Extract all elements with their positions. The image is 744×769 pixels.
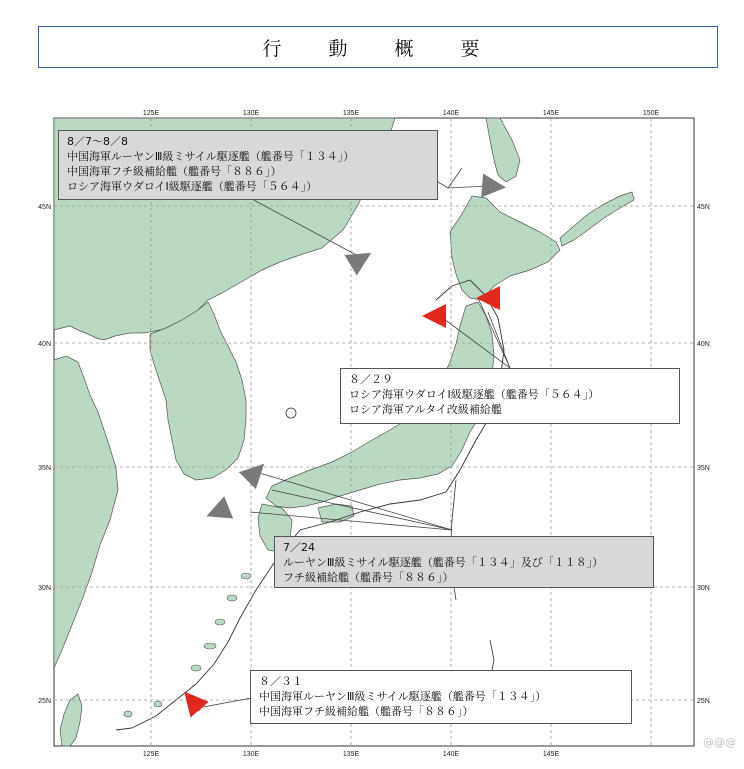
callout-date: ８／２９ xyxy=(349,373,393,386)
lon-tick-bottom: 135E xyxy=(342,751,360,758)
lon-tick-top: 135E xyxy=(342,110,360,117)
callout-date: ８／３１ xyxy=(259,675,303,688)
page-title: 行 動 概 要 xyxy=(262,37,494,60)
callout-line: 中国海軍ルーヤンⅢ級ミサイル駆逐艦（艦番号「１３４」） xyxy=(259,690,547,703)
callout-line: ルーヤンⅢ級ミサイル駆逐艦（艦番号「１３４」及び「１１８」） xyxy=(283,556,604,569)
callout-aug29 xyxy=(340,368,680,424)
lon-tick-top: 125E xyxy=(142,110,160,117)
lat-tick-right: 40N xyxy=(697,341,710,348)
lat-tick-right: 45N xyxy=(697,204,710,211)
lat-tick-left: 30N xyxy=(38,585,51,592)
lon-tick-bottom: 140E xyxy=(442,751,460,758)
callout-line: フチ級補給艦（艦番号「８８６」） xyxy=(283,571,454,584)
lon-tick-bottom: 130E xyxy=(242,751,260,758)
lat-tick-right: 35N xyxy=(697,465,710,472)
lat-tick-left: 40N xyxy=(38,341,51,348)
callout-date: 8／7～8／8 xyxy=(67,135,128,148)
lat-tick-right: 30N xyxy=(697,585,710,592)
lon-tick-bottom: 145E xyxy=(542,751,560,758)
callout-line: 中国海軍フチ級補給艦（艦番号「８８６」） xyxy=(259,705,474,718)
callout-line: ロシア海軍アルタイ改級補給艦 xyxy=(349,403,502,416)
watermark: @@@ xyxy=(703,736,736,749)
lat-tick-left: 45N xyxy=(38,204,51,211)
callout-line: 中国海軍フチ級補給艦（艦番号「８８６」） xyxy=(67,165,282,178)
lon-tick-top: 140E xyxy=(442,110,460,117)
callout-line: ロシア海軍ウダロイⅠ級駆逐艦（艦番号「５６４」） xyxy=(67,180,318,193)
callout-aug7-8 xyxy=(58,130,438,200)
lat-tick-right: 25N xyxy=(697,698,710,705)
lat-tick-left: 35N xyxy=(38,465,51,472)
callout-jul24 xyxy=(274,536,654,588)
small-island xyxy=(286,408,296,418)
lon-tick-top: 145E xyxy=(542,110,560,117)
movement-arrow xyxy=(488,186,500,187)
callout-aug31 xyxy=(250,670,632,724)
lat-tick-left: 25N xyxy=(38,698,51,705)
lon-tick-top: 150E xyxy=(642,110,660,117)
callout-line: 中国海軍ルーヤンⅢ級ミサイル駆逐艦（艦番号「１３４」） xyxy=(67,150,355,163)
callout-date: 7／24 xyxy=(283,541,315,554)
lon-tick-bottom: 125E xyxy=(142,751,160,758)
callout-line: ロシア海軍ウダロイⅠ級駆逐艦（艦番号「５６４」） xyxy=(349,388,600,401)
lon-tick-top: 130E xyxy=(242,110,260,117)
